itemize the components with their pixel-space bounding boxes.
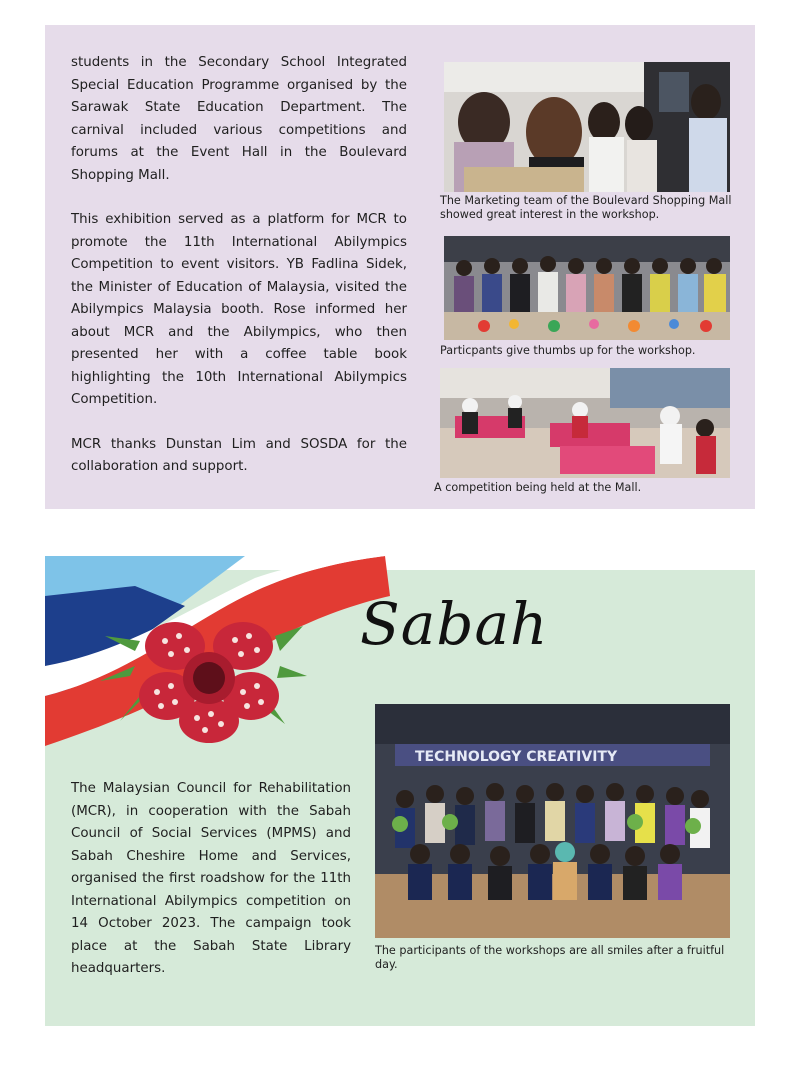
photo-sabah-workshop-group bbox=[375, 704, 730, 938]
photo-competition-at-mall bbox=[440, 368, 730, 478]
sabah-paragraph: The Malaysian Council for Rehabilitation (MCR), in cooperation with the Sabah Council of Social Services (MPMS) and Sabah Cheshire Home and Services, organised the first roadshow for the 11th International Abilympics competition on 14 October 2023. The campaign took place at the Sabah State Library headquarters. bbox=[71, 781, 351, 976]
sarawak-article-text bbox=[71, 52, 407, 479]
photo-banner-text: TECHNOLOGY CREATIVITY bbox=[415, 749, 618, 765]
photo-marketing-team bbox=[444, 62, 730, 192]
caption-competition-at-mall: A competition being held at the Mall. bbox=[434, 481, 642, 494]
sabah-article-text bbox=[71, 778, 351, 981]
caption-participants-thumbs-up: Particpants give thumbs up for the workshop. bbox=[440, 344, 696, 357]
sabah-section-title: Sabah bbox=[360, 590, 549, 658]
sarawak-paragraph-1: students in the Secondary School Integrated Special Education Programme organised by the Sarawak State Education Department. The carnival included various competitions and forums at the Event Hall in the Boulevard Shopping Mall. bbox=[71, 55, 407, 183]
photo-participants-thumbs-up bbox=[444, 236, 730, 340]
caption-marketing-team: The Marketing team of the Boulevard Shopping Mall showed great interest in the workshop. bbox=[440, 194, 732, 221]
sabah-flag-rafflesia-illustration bbox=[45, 556, 390, 756]
sarawak-paragraph-2: This exhibition served as a platform for MCR to promote the 11th International Abilympics Competition to event visitors. YB Fadlina Sidek, the Minister of Education of Malaysia, visited the Abilympics Malaysia booth. Rose informed her about MCR and the Abilympics, who then presented her with a coffee table book highlighting the 10th International Abilympics Competition. bbox=[71, 212, 407, 407]
sarawak-paragraph-3: MCR thanks Dunstan Lim and SOSDA for the collaboration and support. bbox=[71, 436, 407, 474]
caption-sabah-workshop-group: The participants of the workshops are all smiles after a fruitful day. bbox=[375, 944, 725, 971]
